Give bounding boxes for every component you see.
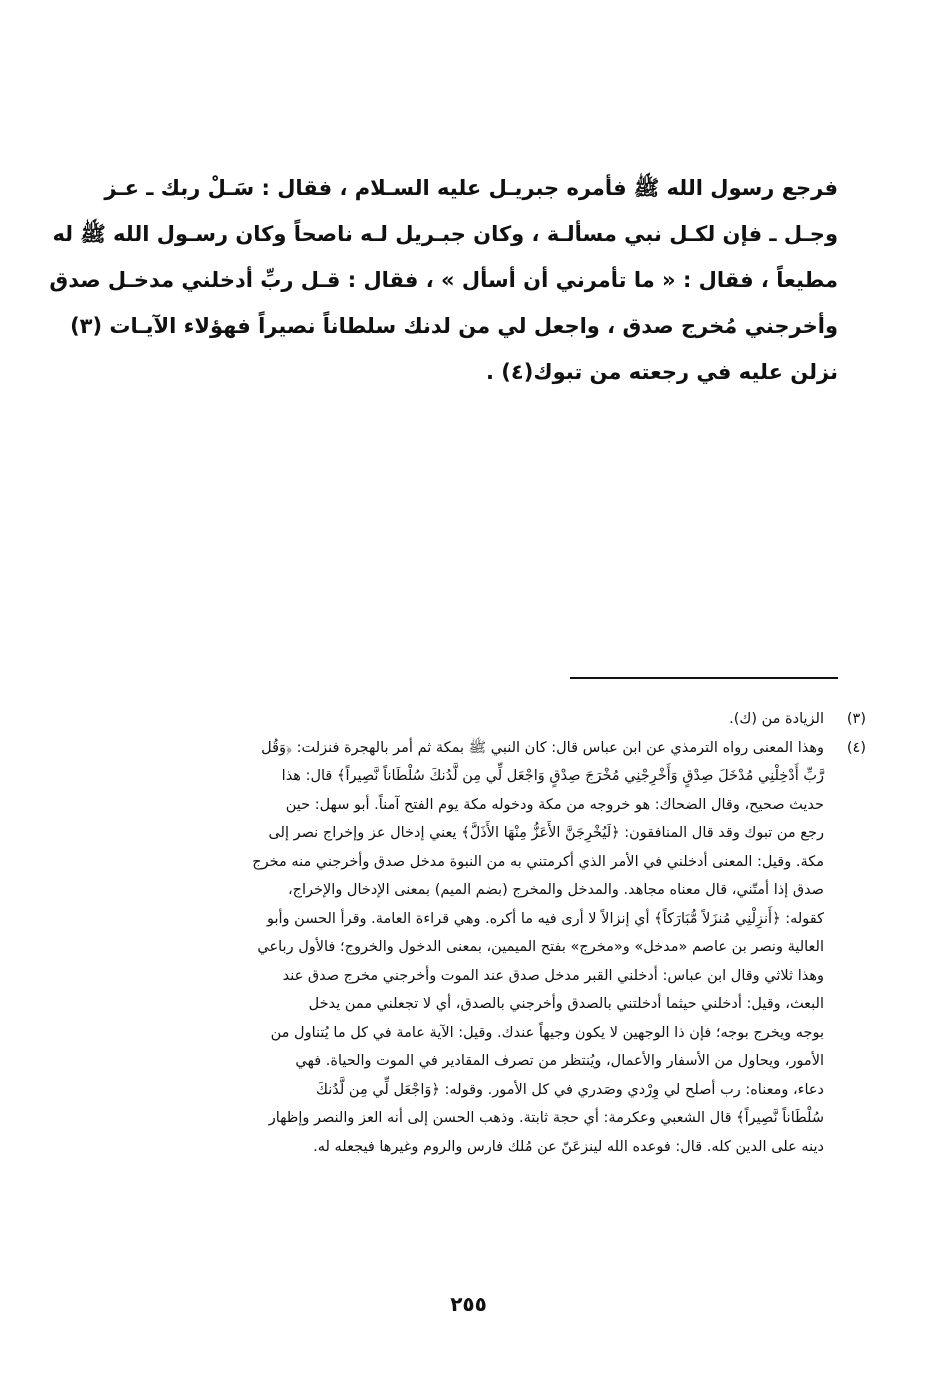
footnote-number: (٤): [846, 739, 866, 756]
body-line: وجـل ـ فإن لكـل نبي مسألـة ، وكان جبـريل لـه ناصحاً وكان رسـول الله ﷺ له: [52, 222, 838, 246]
footnote-line: حديث صحيح، وقال الضحاك: هو خروجه من مكة ودخوله مكة يوم الفتح آمناً. أبو سهل: حين: [285, 796, 824, 813]
footnote-number: (٣): [846, 711, 866, 727]
footnote-line: وهذا ثلاثي وقال ابن عباس: أدخلني القبر مدخل صدق عند الموت وأخرجني مخرج صدق عند: [282, 967, 824, 984]
footnote-line: وهذا المعنى رواه الترمذي عن ابن عباس قال: كان النبي ﷺ بمكة ثم أمر بالهجرة فنزلت: ﴿وَقُل: [261, 739, 824, 756]
footnote-line: العالية ونصر بن عاصم «مدخل» و«مخرج» بفتح الميمين، بمعنى الدخول والخروج؛ فالأول رباعي: [257, 939, 824, 955]
footnote-line: دينه على الدين كله. قال: فوعده الله لينزعَنّ عن مُلك فارس والروم وغيرها فيجعله له.: [313, 1138, 824, 1155]
footnote-4: [100, 734, 866, 1162]
footnote-line: بوجه ويخرج بوجه؛ فإن ذا الوجهين لا يكون وجيهاً عندك. وقيل: الآية عامة في كل ما يُتناول من: [270, 1024, 824, 1041]
footnote-body: [100, 705, 824, 734]
page-number: ٢٥٥: [450, 1292, 487, 1316]
footnote-line: مكة. وقيل: المعنى أدخلني في الأمر الذي أكرمتني به من النبوة مدخل صدق وأخرجني منه مخرج: [252, 853, 824, 870]
footnote-body: [100, 734, 824, 1162]
footnote-line: رَّبِّ أَدْخِلْنِي مُدْخَلَ صِدْقٍ وَأَخْرِجْنِي مُخْرَجَ صِدْقٍ وَاجْعَل لِّي مِن لَّدُنكَ سُلْطَاناً نَّصِيراً﴾ قال: هذا: [281, 768, 824, 784]
footnote-line: صدق إذا أمتّني، قال معناه مجاهد. والمدخل والمخرج (بضم الميم) بمعنى الإدخال والإخراج،: [287, 882, 824, 898]
body-line: نزلن عليه في رجعته من تبوك(٤) .: [486, 360, 838, 384]
footnotes: [100, 705, 866, 1161]
body-line: وأخرجني مُخرج صدق ، واجعل لي من لدنك سلطاناً نصيراً فهؤلاء الآيـات (٣): [70, 314, 838, 338]
footnote-line: رجع من تبوك وقد قال المنافقون: ﴿لَيُخْرِجَنَّ الأَعَزُّ مِنْهَا الأَذَلَّ﴾ يعني إدخال عز وإخراج نصر إلى: [268, 825, 824, 841]
footnote-separator: [570, 677, 838, 679]
footnote-line: البعث، وقيل: أدخلني حيثما أدخلتني بالصدق وأخرجني بالصدق، أي لا تجعلني ممن يدخل: [308, 996, 824, 1012]
footnote-line: الزيادة من (ك).: [729, 711, 824, 727]
body-line: مطيعاً ، فقال : « ما تأمرني أن أسأل » ، فقال : قـل ربِّ أدخلني مدخـل صدق: [49, 268, 838, 292]
body-line: فرجع رسول الله ﷺ فأمره جبريـل عليه السـلام ، فقال : سَـلْ ربك ـ عـز: [104, 176, 838, 200]
footnote-line: كقوله: ﴿أَنزِلْنِي مُنزَلاً مُّبَارَكاً﴾ أي إنزالاً لا أرى فيه ما أكره. وهي قراءة العامة. وقرأ الحسن وأبو: [267, 910, 824, 927]
footnote-line: الأمور، ويحاول من الأسفار والأعمال، ويُنتظر من تصرف المقادير في الموت والحياة. فهي: [295, 1053, 824, 1069]
main-body-text: [49, 165, 838, 395]
footnote-line: سُلْطَاناً نَّصِيراً﴾ قال الشعبي وعكرمة: أي حجة ثابتة. وذهب الحسن إلى أنه العز والنصر وإظهار: [268, 1110, 824, 1126]
footnote-line: دعاء، ومعناه: رب أصلح لي وِرْدي وصَدري في كل الأمور. وقوله: ﴿وَاجْعَل لِّي مِن لَّدُنكَ: [316, 1081, 824, 1098]
footnote-3: [100, 705, 866, 734]
